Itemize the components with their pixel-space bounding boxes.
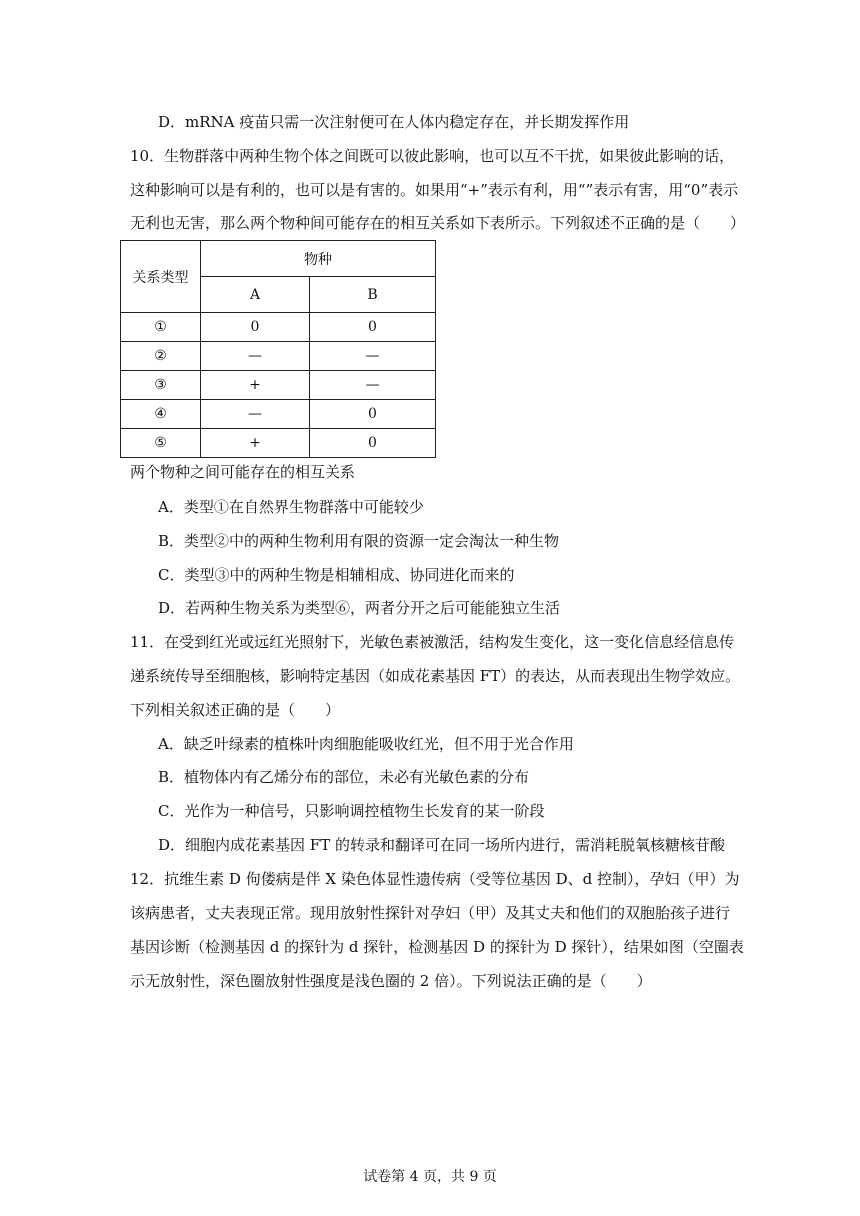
row-type: ③ [121,371,201,400]
question-10-text-line2: 这种影响可以是有利的，也可以是有害的。如果用“+”表示有利，用“”表示有害，用“0”表示 [130,181,739,199]
table-row [121,429,436,458]
row-species-b: 0 [310,400,436,429]
row-species-a: — [201,400,310,429]
question-12-text-line1: 12．抗维生素 D 佝偻病是伴 X 染色体显性遗传病（受等位基因 D、d 控制），孕妇（甲）为 [130,870,740,888]
table-row [121,342,436,371]
table-caption: 两个物种之间可能存在的相互关系 [130,463,356,481]
row-species-b: 0 [310,429,436,458]
header-species-b: B [310,277,436,313]
question-10-text-line1: 10．生物群落中两种生物个体之间既可以彼此影响，也可以互不干扰，如果彼此影响的话， [130,147,735,165]
question-11-option-c: C．光作为一种信号，只影响调控植物生长发育的某一阶段 [158,802,545,820]
row-type: ② [121,342,201,371]
question-11-option-b: B．植物体内有乙烯分布的部位，未必有光敏色素的分布 [158,768,530,786]
question-11-option-a: A．缺乏叶绿素的植株叶肉细胞能吸收红光，但不用于光合作用 [158,735,574,753]
table-row [121,313,436,342]
question-12-text-line2: 该病患者，丈夫表现正常。现用放射性探针对孕妇（甲）及其丈夫和他们的双胞胎孩子进行 [130,904,731,922]
question-12-text-line3: 基因诊断（检测基因 d 的探针为 d 探针，检测基因 D 的探针为 D 探针），结果如图（空圈表 [130,938,744,956]
question-10-text-line3: 无利也无害，那么两个物种间可能存在的相互关系如下表所示。下列叙述不正确的是（ ） [130,214,746,232]
question-11-text-line2: 递系统传导至细胞核，影响特定基因（如成花素基因 FT）的表达，从而表现出生物学效应。 [130,667,741,685]
header-relation-type: 关系类型 [121,241,201,313]
row-type: ① [121,313,201,342]
question-10-option-d: D．若两种生物关系为类型⑥，两者分开之后可能能独立生活 [158,599,561,617]
header-species: 物种 [201,241,436,277]
row-type: ④ [121,400,201,429]
row-species-a: — [201,342,310,371]
row-species-a: + [201,429,310,458]
question-11-text-line1: 11．在受到红光或远红光照射下，光敏色素被激活，结构发生变化，这一变化信息经信息传 [130,633,735,651]
option-d-mrna: D．mRNA 疫苗只需一次注射便可在人体内稳定存在，并长期发挥作用 [158,113,630,131]
table-row [121,400,436,429]
relationship-table [120,240,436,458]
question-10-option-b: B．类型②中的两种生物利用有限的资源一定会淘汰一种生物 [158,532,560,550]
table-row [121,371,436,400]
header-species-a: A [201,277,310,313]
question-12-text-line4: 示无放射性，深色圈放射性强度是浅色圈的 2 倍）。下列说法正确的是（ ） [130,972,652,990]
row-species-b: — [310,371,436,400]
question-10-option-c: C．类型③中的两种生物是相辅相成、协同进化而来的 [158,566,515,584]
question-10-option-a: A．类型①在自然界生物群落中可能较少 [158,498,424,516]
page-footer: 试卷第 4 页，共 9 页 [363,1169,497,1185]
question-11-option-d: D．细胞内成花素基因 FT 的转录和翻译可在同一场所内进行，需消耗脱氧核糖核苷酸 [158,836,725,854]
row-species-b: — [310,342,436,371]
row-species-b: 0 [310,313,436,342]
row-type: ⑤ [121,429,201,458]
row-species-a: 0 [201,313,310,342]
question-11-text-line3: 下列相关叙述正确的是（ ） [130,701,341,719]
row-species-a: + [201,371,310,400]
